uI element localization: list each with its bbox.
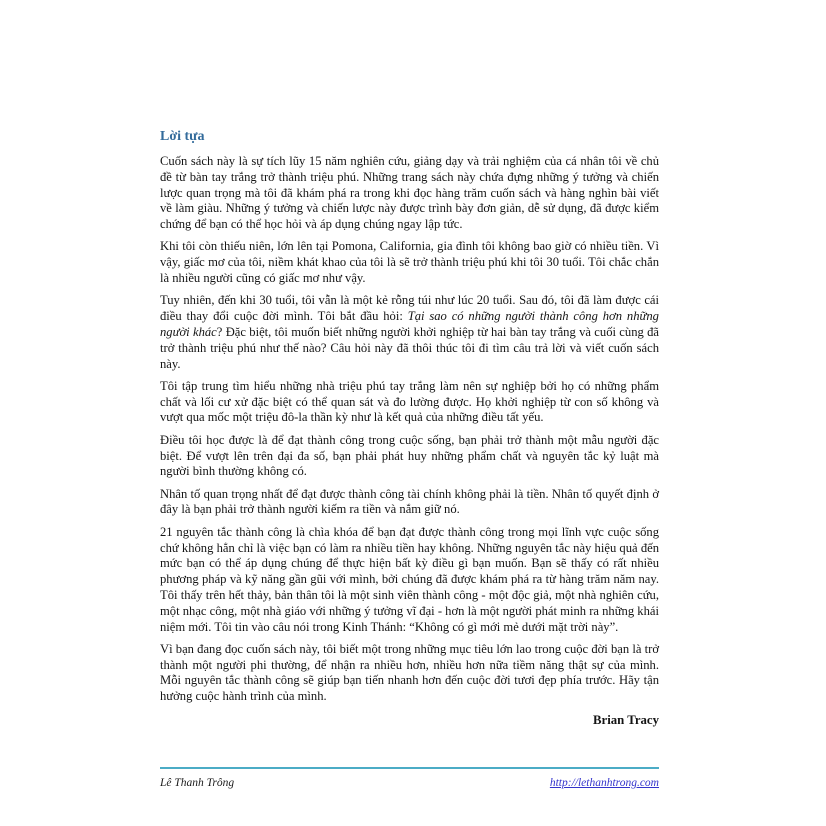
paragraph-1-text: Cuốn sách này là sự tích lũy 15 năm nghiên cứu, giảng dạy và trải nghiệm của cá nhân tôi về chủ đề từ bàn tay trắng trở thành triệu phú. Những trang sách này chứa đựng những ý tưởng và chiến lược quan trọng mà tôi đã khám phá ra trong khi đọc hàng trăm cuốn sách và hàng nghìn bài viết về làm giàu. Những ý tưởng và chiến lược này được trình bày đơn giản, dễ sử dụng, đã được kiểm chứng để bạn có thể học hỏi và áp dụng chúng ngay lập tức. [160,154,659,232]
paragraph-7 [160,525,659,636]
paragraph-3 [160,293,659,372]
footer-link[interactable]: http://lethanhtrong.com [549,777,659,789]
paragraph-3-text-before: Tuy nhiên, đến khi 30 tuổi, tôi vẫn là một kẻ rỗng túi như lúc 20 tuổi. Sau đó, tôi đã làm được cái điều thay đổi cuộc đời mình. Tôi bắt đầu hỏi: [160,293,659,324]
author-signature: Brian Tracy [593,713,659,727]
paragraph-2-text: Khi tôi còn thiếu niên, lớn lên tại Pomona, California, gia đình tôi không bao giờ có nhiều tiền. Vì vậy, giấc mơ của tôi, niềm khát khao của tôi là sẽ trở thành triệu phú khi tôi 30 tuổi. Tôi chắc chắn là nhiều người cũng có giấc mơ như vậy. [160,239,659,286]
paragraph-6-text: Nhân tố quan trọng nhất để đạt được thành công tài chính không phải là tiền. Nhân tố quyết định ở đây là bạn phải trở thành người kiếm ra tiền và nắm giữ nó. [160,486,659,517]
paragraph-3-text-after: ? Đặc biệt, tôi muốn biết những người khởi nghiệp từ hai bàn tay trắng và cuối cùng đã trở thành triệu phú như thế nào? Câu hỏi này đã thôi thúc tôi đi tìm câu trả lời và viết cuốn sách này. [160,324,659,371]
paragraph-7-text: 21 nguyên tắc thành công là chìa khóa để bạn đạt được thành công trong mọi lĩnh vực cuộc sống chứ không hẳn chỉ là việc bạn có làm ra nhiều tiền hay không. Những nguyên tắc này hiệu quả đến mức bạn có thể áp dụng chúng để thực hiện bất kỳ điều gì bạn muốn. Bạn sẽ thấy có rất nhiều phương pháp và kỹ năng gần gũi với mình, bởi chúng đã được khám phá ra từ hàng trăm năm nay. Tôi thấy trên hết thảy, bản thân tôi là một sinh viên thành công - một độc giả, một nhà nghiên cứu, một nhạc công, một nhà giáo với những ý tưởng vĩ đại - hơn là một người phát minh ra những khái niệm mới. Tôi tin vào câu nói trong Kinh Thánh: “Không có gì mới mẻ dưới mặt trời này”. [160,524,659,634]
paragraph-4 [160,379,659,426]
paragraph-6 [160,487,659,519]
footer-author: Lê Thanh Trông [160,777,235,789]
page-title: Lời tựa [160,129,205,144]
paragraph-8-text: Vì bạn đang đọc cuốn sách này, tôi biết một trong những mục tiêu lớn lao trong cuộc đời bạn là trở thành một người phi thường, để nhận ra nhiều hơn, nhiều hơn nữa tiềm năng thật sự của mình. Mỗi nguyên tắc thành công sẽ giúp bạn tiến nhanh hơn đến cuộc đời tươi đẹp phía trước. Hãy tận hưởng cuộc hành trình của mình. [160,641,659,704]
paragraph-5 [160,433,659,480]
paragraph-1 [160,154,659,233]
paragraph-8 [160,642,659,705]
paragraph-5-text: Điều tôi học được là để đạt thành công trong cuộc sống, bạn phải trở thành một mẫu người đặc biệt. Để vượt lên trên đại đa số, bạn phải phát huy những phẩm chất và nguyên tắc kỷ luật mà người bình thường không có. [160,432,659,479]
page-footer [160,777,659,789]
paragraph-3-italic-question: Tại sao có những người thành công hơn những người khác [160,309,659,339]
paragraph-4-text: Tôi tập trung tìm hiểu những nhà triệu phú tay trắng làm nên sự nghiệp bởi họ có những phẩm chất và lối cư xử đặc biệt có thể quan sát và đo lường được. Họ khởi nghiệp từ con số không và vượt qua mốc một triệu đô-la thần kỳ như là kết quả của những điều tất yếu. [160,378,659,425]
footer-divider [160,767,659,769]
document-page [160,129,659,741]
paragraph-2 [160,239,659,286]
